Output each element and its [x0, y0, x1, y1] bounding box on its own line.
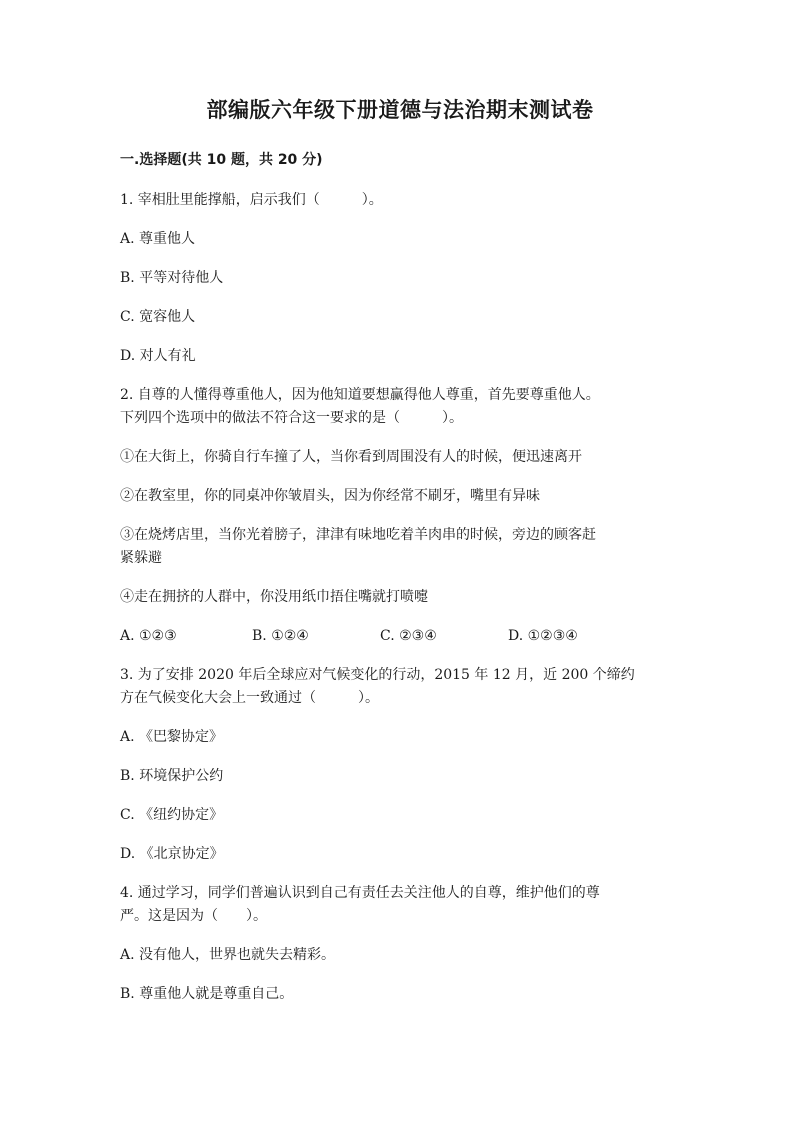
question-3-option-d: D. 《北京协定》: [120, 846, 224, 862]
question-1-option-b: B. 平等对待他人: [120, 270, 224, 286]
question-2-stem-line-1: 2. 自尊的人懂得尊重他人，因为他知道要想赢得他人尊重，首先要尊重他人。: [120, 387, 600, 403]
question-3-option-b: B. 环境保护公约: [120, 768, 224, 784]
question-4-option-b: B. 尊重他人就是尊重自己。: [120, 986, 294, 1002]
question-2-stem-line-2: 下列四个选项中的做法不符合这一要求的是（ ）。: [120, 410, 463, 426]
question-2-option-a: A. ①②③: [120, 628, 177, 644]
question-4-stem-line-2: 严。这是因为（ ）。: [120, 908, 267, 924]
page-title: 部编版六年级下册道德与法治期末测试卷: [206, 98, 594, 122]
question-4-option-a: A. 没有他人，世界也就失去精彩。: [120, 947, 336, 963]
question-2-option-d: D. ①②③④: [508, 628, 578, 644]
question-3-stem-line-1: 3. 为了安排 2020 年后全球应对气候变化的行动，2015 年 12 月，近 200 个缔约: [120, 667, 635, 683]
question-2-item-1: ①在大街上，你骑自行车撞了人，当你看到周围没有人的时候，便迅速离开: [120, 449, 582, 465]
question-3-stem-line-2: 方在气候变化大会上一致通过（ ）。: [120, 690, 379, 706]
question-2-item-4: ④走在拥挤的人群中，你没用纸巾捂住嘴就打喷嚏: [120, 589, 428, 605]
question-4-stem-line-1: 4. 通过学习，同学们普遍认识到自己有责任去关注他人的自尊，维护他们的尊: [120, 885, 600, 901]
question-1-stem: 1. 宰相肚里能撑船，启示我们（ ）。: [120, 192, 383, 208]
question-2-option-b: B. ①②④: [252, 628, 309, 644]
question-3-option-c: C. 《纽约协定》: [120, 807, 224, 823]
question-2-item-3-line-2: 紧躲避: [120, 550, 162, 566]
question-2-item-2: ②在教室里，你的同桌冲你皱眉头，因为你经常不刷牙，嘴里有异味: [120, 488, 540, 504]
question-2-option-c: C. ②③④: [380, 628, 437, 644]
section-heading: 一.选择题(共 10 题，共 20 分): [120, 152, 323, 168]
question-1-option-d: D. 对人有礼: [120, 348, 196, 364]
question-3-option-a: A. 《巴黎协定》: [120, 729, 224, 745]
question-2-item-3-line-1: ③在烧烤店里，当你光着膀子，津津有味地吃着羊肉串的时候，旁边的顾客赶: [120, 527, 596, 543]
question-1-option-a: A. 尊重他人: [120, 231, 196, 247]
question-1-option-c: C. 宽容他人: [120, 309, 196, 325]
